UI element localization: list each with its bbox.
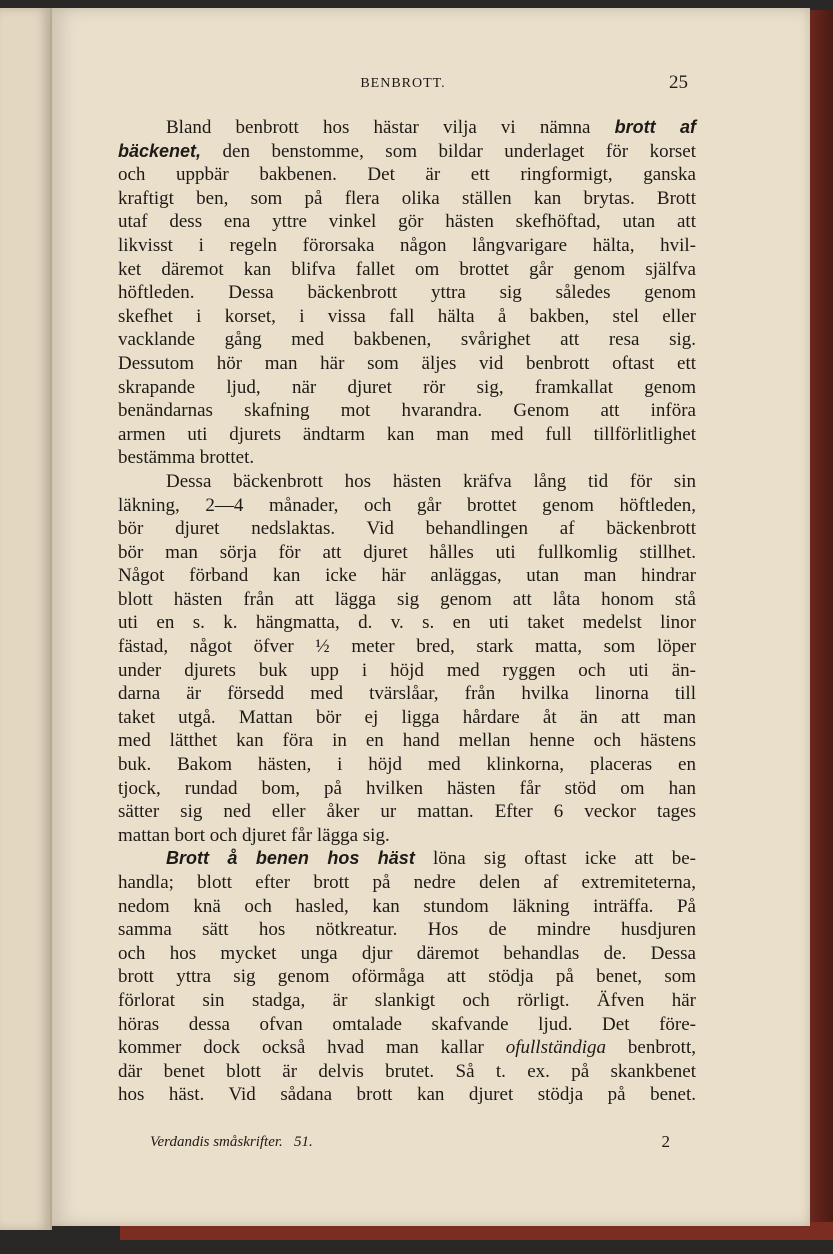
text-line: förlorat sin stadga, är slankigt och rörligt. Äfven här bbox=[118, 989, 696, 1011]
running-title: BENBROTT. bbox=[360, 76, 446, 91]
text-line: bäckenet, den benstomme, som bildar underlaget för korset bbox=[118, 140, 697, 162]
text-line: vacklande gång med bakbenen, svårighet att resa sig. bbox=[118, 329, 696, 351]
text-line: under djurets buk upp i höjd med ryggen och uti än- bbox=[118, 659, 696, 681]
text-line: buk. Bakom hästen, i höjd med klinkorna, placeras en bbox=[118, 754, 696, 776]
emphasized-term: bäckenet, bbox=[118, 140, 202, 161]
text-line: med lätthet kan föra in en hand mellan henne och hästens bbox=[118, 730, 696, 752]
text-line: darna är försedd med tvärslåar, från hvilka linorna till bbox=[118, 683, 696, 705]
emphasized-term: brott af bbox=[614, 117, 697, 137]
text-line: där benet blott är delvis brutet. Så t. ex. på skankbenet bbox=[118, 1060, 696, 1082]
series-note: Verdandis småskrifter. 51. bbox=[150, 1134, 313, 1150]
book-cover-edge bbox=[806, 10, 833, 1225]
text-line: benändarnas skafning mot hvarandra. Genom att införa bbox=[118, 400, 696, 422]
text-line: blott hästen från att lägga sig genom att låta honom stå bbox=[118, 588, 696, 610]
text-line: Något förband kan icke här anläggas, utan man hindrar bbox=[118, 565, 696, 587]
text-line: armen uti djurets ändtarm kan man med full tillförlitlighet bbox=[118, 423, 696, 445]
running-head bbox=[118, 72, 688, 96]
text-line: skrapande ljud, när djuret rör sig, framkallat genom bbox=[118, 376, 696, 398]
paragraph-1 bbox=[118, 116, 696, 470]
text-line: samma sätt hos nötkreatur. Hos de mindre husdjuren bbox=[118, 919, 696, 941]
signature-mark: 2 bbox=[661, 1132, 670, 1151]
page-footer bbox=[150, 1132, 670, 1156]
emphasized-term: Brott å benen hos häst bbox=[166, 848, 415, 869]
text-line: läkning, 2—4 månader, och går brottet genom höftleden, bbox=[118, 494, 696, 516]
body-text bbox=[118, 116, 696, 1107]
facing-page-edge bbox=[0, 8, 52, 1230]
text-line: och hos mycket unga djur däremot behandlas de. Dessa bbox=[118, 942, 696, 964]
text-line: tjock, rundad bom, på hvilken hästen får stöd om han bbox=[118, 777, 696, 799]
text-line: bör djuret nedslaktas. Vid behandlingen af bäckenbrott bbox=[118, 518, 696, 540]
text-line: Bland benbrott hos hästar vilja vi nämna brott af bbox=[166, 117, 697, 138]
text-line: hos häst. Vid sådana brott kan djuret stödja på benet. bbox=[118, 1084, 696, 1106]
text-line: ket däremot kan blifva fallet om brottet går genom själfva bbox=[118, 258, 696, 280]
text-line: Brott å benen hos häst löna sig oftast icke att be- bbox=[166, 848, 696, 870]
text-line: Dessutom hör man här som äljes vid benbrott oftast ett bbox=[118, 352, 696, 374]
text-line: och uppbär bakbenen. Det är ett ringformigt, ganska bbox=[118, 164, 696, 186]
paragraph-3 bbox=[118, 847, 696, 1107]
text-line: nedom knä och hasled, kan stundom läkning inträffa. På bbox=[118, 895, 696, 917]
text-line: fästad, något öfver ½ meter bred, stark matta, som löper bbox=[118, 636, 696, 658]
text-line: brott yttra sig genom oförmåga att stödja på benet, som bbox=[118, 966, 696, 988]
text-line: uti en s. k. hängmatta, d. v. s. en uti taket medelst linor bbox=[118, 612, 696, 634]
text-line: handla; blott efter brott på nedre delen af extremiteterna, bbox=[118, 872, 696, 893]
text-line: sätter sig ned eller åker ur mattan. Efter 6 veckor tages bbox=[118, 801, 696, 823]
text-line: höftleden. Dessa bäckenbrott yttra sig således genom bbox=[118, 282, 696, 304]
book-page bbox=[52, 8, 810, 1226]
text-line: bör man sörja för att djuret hålles uti fullkomlig stillhet. bbox=[118, 541, 696, 563]
text-line: taket utgå. Mattan bör ej ligga hårdare åt än att man bbox=[118, 706, 696, 728]
text-line: mattan bort och djuret får lägga sig. bbox=[118, 824, 390, 846]
text-line: kraftigt ben, som på flera olika ställen kan brytas. Brott bbox=[118, 187, 696, 209]
paragraph-2 bbox=[118, 470, 696, 848]
text-line: utaf dess ena yttre vinkel gör hästen skefhöftad, utan att bbox=[118, 211, 696, 233]
text-line: Dessa bäckenbrott hos hästen kräfva lång tid för sin bbox=[166, 470, 696, 492]
text-line: bestämma brottet. bbox=[118, 447, 255, 469]
text-line: höras dessa ofvan omtalade skafvande ljud. Det före- bbox=[118, 1013, 696, 1035]
text-line: skefhet i korset, i vissa fall hälta å bakben, stel eller bbox=[118, 305, 696, 327]
page-number: 25 bbox=[669, 72, 688, 93]
text-line: likvisst i regeln förorsaka någon långvarigare hälta, hvil- bbox=[118, 234, 696, 256]
italic-term: ofullständiga bbox=[505, 1037, 607, 1059]
text-line: kommer dock också hvad man kallar ofullständiga benbrott, bbox=[118, 1037, 696, 1059]
